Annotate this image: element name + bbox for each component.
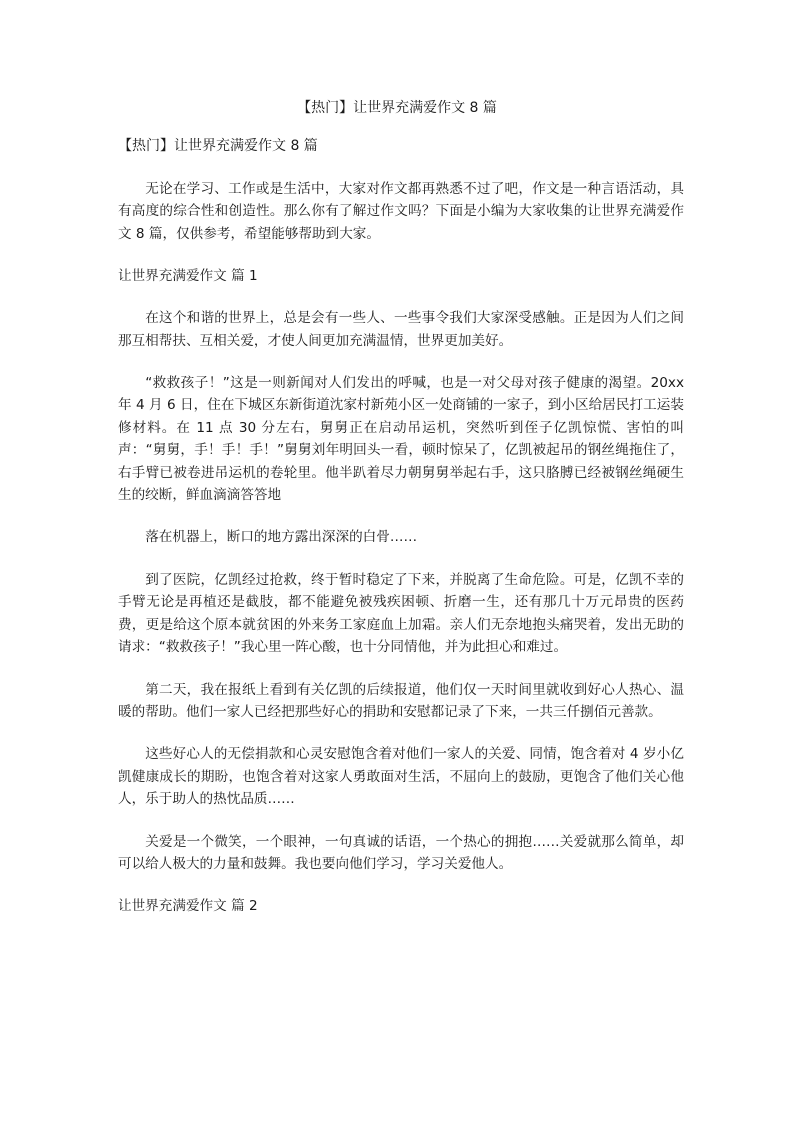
section-1-paragraph-1: 在这个和谐的世界上，总是会有一些人、一些事令我们大家深受感触。正是因为人们之间那互相帮扶、互相关爱，才使人间更加充满温情，世界更加美好。 bbox=[118, 310, 684, 349]
section-1-paragraph-6: 这些好心人的无偿捐款和心灵安慰饱含着对他们一家人的关爱、同情，饱含着对 4 岁小亿凯健康成长的期盼，也饱含着对这家人勇敢面对生活，不屈向上的鼓励，更饱含了他们关心他人，乐于助人的热忱品质…… bbox=[118, 746, 684, 808]
section-1-paragraph-2: “救救孩子！”这是一则新闻对人们发出的呼喊，也是一对父母对孩子健康的渴望。20xx 年 4 月 6 日，住在下城区东新街道沈家村新苑小区一处商铺的一家子，到小区给居民打工运装修材料。在 11 点 30 分左右，舅舅正在启动吊运机，突然听到侄子亿凯惊慌、害怕的叫声：“舅舅，手！手！手！”舅舅刘年明回头一看，顿时惊呆了，亿凯被起吊的钢丝绳拖住了，右手臂已被卷进吊运机的卷轮里。他半趴着尽力朝舅舅举起右手，这只胳膊已经被钢丝绳硬生生的绞断，鲜血滴滴答答地 bbox=[118, 375, 684, 504]
section-1-paragraph-3: 落在机器上，断口的地方露出深深的白骨…… bbox=[145, 529, 418, 546]
intro-paragraph: 无论在学习、工作或是生活中，大家对作文都再熟悉不过了吧，作文是一种言语活动，具有高度的综合性和创造性。那么你有了解过作文吗？下面是小编为大家收集的让世界充满爱作文 8 篇，仅供参考，希望能够帮助到大家。 bbox=[118, 181, 684, 242]
section-1-paragraph-5: 第二天，我在报纸上看到有关亿凯的后续报道，他们仅一天时间里就收到好心人热心、温暖的帮助。他们一家人已经把那些好心的捐助和安慰都记录了下来，一共三仟捌佰元善款。 bbox=[118, 681, 684, 720]
document-subtitle: 【热门】让世界充满爱作文 8 篇 bbox=[118, 138, 318, 154]
section-1-paragraph-7: 关爱是一个微笑，一个眼神，一句真诚的话语，一个热心的拥抱……关爱就那么简单，却可以给人极大的力量和鼓舞。我也要向他们学习，学习关爱他人。 bbox=[118, 833, 684, 872]
section-heading-2: 让世界充满爱作文 篇 2 bbox=[118, 898, 258, 915]
section-heading-1: 让世界充满爱作文 篇 1 bbox=[118, 268, 258, 285]
section-1-paragraph-4: 到了医院，亿凯经过抢救，终于暂时稳定了下来，并脱离了生命危险。可是，亿凯不幸的手臂无论是再植还是截肢，都不能避免被残疾困顿、折磨一生，还有那几十万元昂贵的医药费，更是给这个原本就贫困的外来务工家庭血上加霜。亲人们无奈地抱头痛哭着，发出无助的请求：“救救孩子！”我心里一阵心酸，也十分同情他，并为此担心和难过。 bbox=[118, 571, 684, 656]
document-title: 【热门】让世界充满爱作文 8 篇 bbox=[297, 100, 497, 116]
document-body bbox=[118, 136, 684, 937]
